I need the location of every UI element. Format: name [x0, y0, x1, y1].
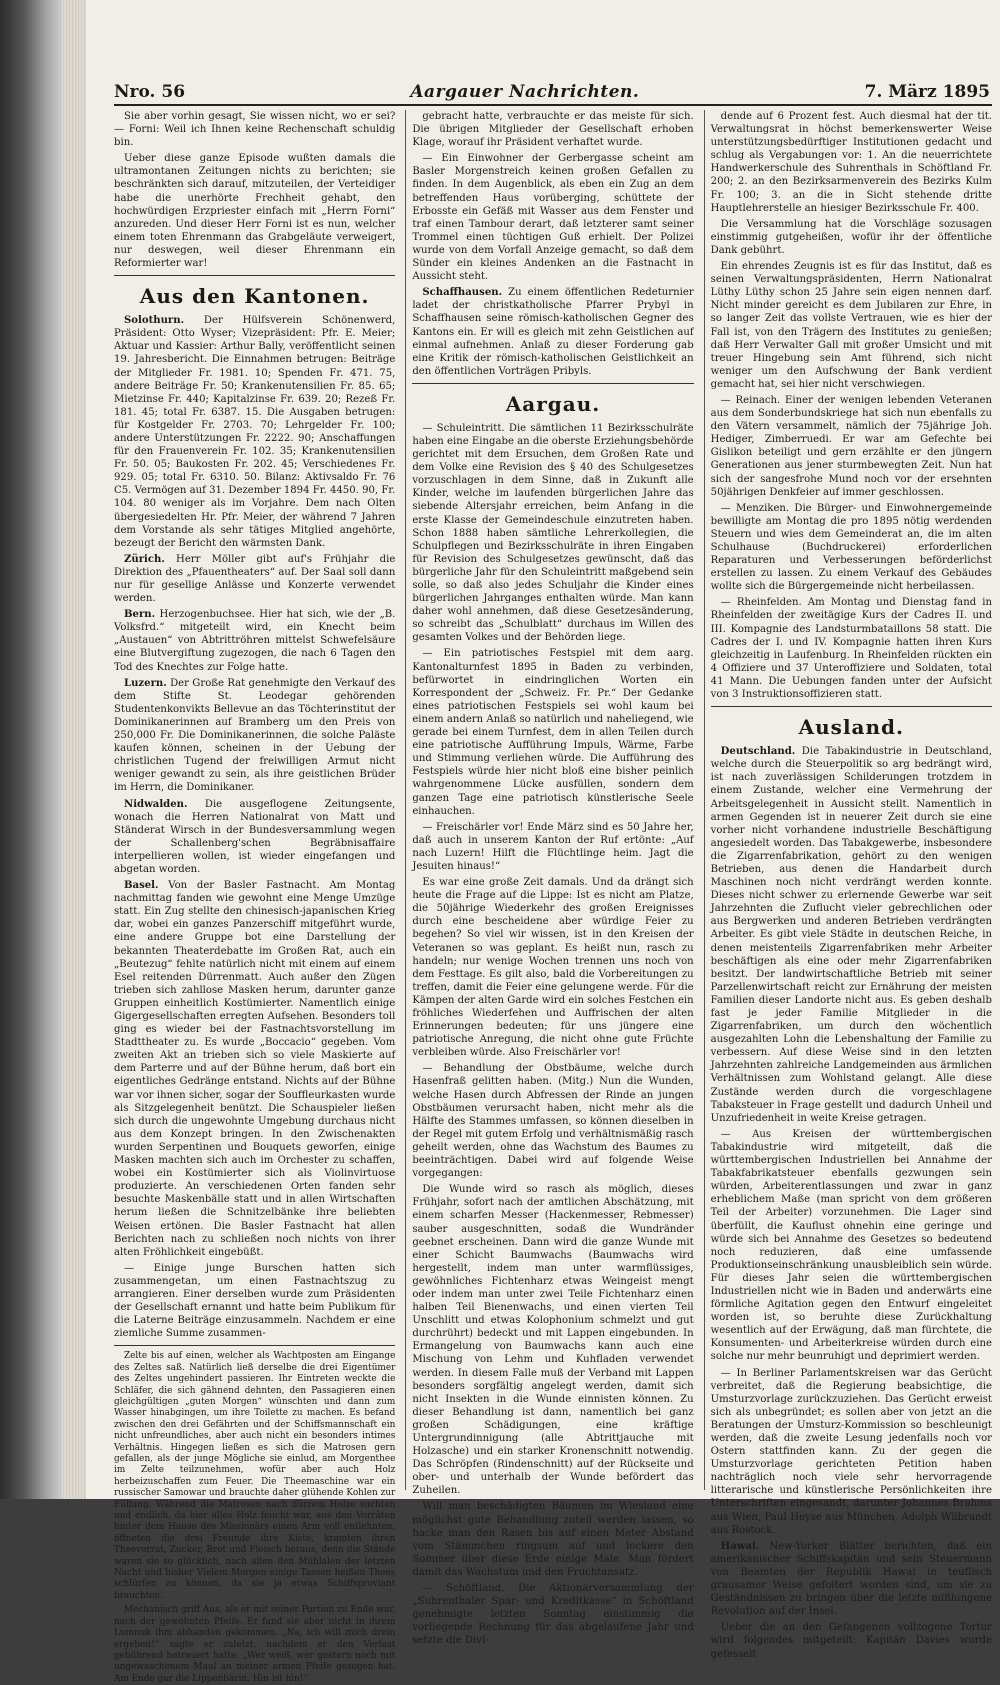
article [711, 745, 992, 1125]
article-text: Herr Möller gibt auf's Frühjahr die Direktion des „Pfauentheaters“ auf. Der Saal soll dann nur für gesellige Anlässe und Konzerte verwendet werden. [114, 553, 396, 605]
section-heading: Aus den Kantonen. [139, 284, 370, 309]
paragraph: Sie aber vorhin gesagt, Sie wissen nicht, wo er sei? — Forni: Weil ich Ihnen keine Rechenschaft schuldig bin. [114, 111, 396, 149]
column-3 [704, 110, 992, 1660]
paragraph: Will man beschädigten Bäumen im Wiesland eine möglichst gute Behandlung zuteil werden lassen, so hacke man den Rasen bis auf einen Meter Abstand vom Stämmchen ringsum auf und lockere den Sommer über diese Erde einige Male. Man fördert damit das Wachstum und den Fruchtansatz. [412, 1501, 694, 1578]
columns [114, 110, 992, 1684]
header-rule [114, 104, 992, 106]
paragraph: Die Versammlung hat die Vorschläge sozusagen einstimmig gutgeheißen, wofür ihr der öffentliche Dank gebührt. [710, 218, 992, 256]
article [114, 553, 395, 605]
dateline: Bern. [124, 609, 156, 621]
paragraph: Ein ehrendes Zeugnis ist es für das Institut, daß es seinen Verwaltungspräsidenten, Herrn Nationalrat Lüthy Lüthy schon 25 Jahre sein eigen nennen darf. Nicht minder gereicht es dem Jubilaren zur Ehre, in so langer Zeit das vollste Vertrauen, wie es hier der Fall ist, von den Trägern des Institutes zu genießen; daß Herr Verwalter Gall mit großer Umsicht und mit treuer Hingebung sein Amt führend, sich nicht weniger um den Aufschwung der Bank verdient gemacht hat, sei hier nicht verschwiegen. [710, 261, 992, 390]
divider [412, 383, 693, 384]
dateline: Schaffhausen. [422, 287, 503, 299]
page-stack-edge [62, 0, 86, 1499]
article-text: Der Große Rat genehmigte den Verkauf des dem Stifte St. Leodegar gehörenden Studentenkonvikts Bellevue an das Töchterinstitut der Dominikanerinnen auf Bramberg um den Preis von 250,000 Fr. Die Dominikanerinnen, die solche Paläste kaufen können, scheinen in der Uebung der christlichen Tugend der freiwilligen Armut nicht weniger gewandt zu sein, als ihre geistlichen Brüder im Herrn, die Dominikaner. [114, 677, 396, 794]
page-header [114, 76, 990, 102]
dateline: Luzern. [124, 677, 167, 689]
dateline: Solothurn. [124, 315, 185, 327]
paragraph: — Ein Einwohner der Gerbergasse scheint am Basler Morgenstreich keinen großen Gefallen zu finden. In dem Augenblick, als eben ein Zug an dem betreffenden Haus vorüberging, schüttete der Erbosste ein Gefäß mit Wasser aus dem Fenster und traf einen Tambour derart, daß letzterer samt seiner Trommel einen tüchtigen Guß erhielt. Der Polizei wurde von dem Vorfall Anzeige gemacht, so daß dem Sünder ein kleines Andenken an die Fastnacht in Aussicht steht. [412, 153, 694, 283]
article-text: Die Tabakindustrie in Deutschland, welche durch die Steuerpolitik so arg bedrängt wird, ist nach zuverlässigen Schilderungen trotzdem in einem Zustande, welcher eine Vermehrung der Arbeitsgelegenheit in Aussicht stellt. Namentlich in armen Gegenden ist in neuerer Zeit durch sie eine vorher nicht vorhandene industrielle Beschäftigung angesiedelt worden. Das Tabakgewerbe, insbesondere die Zigarrenfabrikation, gehört zu den wenigen Betrieben, aus denen die Handarbeit durch Maschinen noch nicht verdrängt werden konnte. Dieses nicht schwer zu erlernende Gewerbe war seit Jahrzehnten die Zuflucht vieler gebrechlichen oder aus Bergwerken und anderen Betrieben verdrängten Arbeiter. Es gibt viele Städte in deutschen Reiche, in denen meistenteils Zigarrenfabriken mehr Arbeiter beschäftigen als eine oder mehr Zigarrenfabriken besitzt. Der landwirtschaftliche Betrieb mit seiner Parzellenwirtschaft reicht zur Ernährung der meisten Familien dieser Landorte nicht aus. Es geben deshalb fast je jeder Familie Mitglieder in die Zigarrenfabriken, um durch den wöchentlich ausgezahlten Lohn die Lebenshaltung der Familie zu verbessern. Auf diese Weise sind in den letzten Jahrzehnten zahlreiche Landgemeinden aus ärmlichen Verhältnissen zum Wohlstand gelangt. Alle diese Zustände werden durch die vorgeschlagene Tabaksteuer in Frage gestellt und dadurch Unheil und Unzufriedenheit in weite Kreise getragen. [710, 746, 992, 1124]
article [114, 798, 395, 877]
section-heading: Ausland. [798, 715, 904, 740]
column-2 [405, 110, 694, 1647]
article [412, 286, 693, 378]
paragraph: Ueber die an den Gefangenen vollzogene Tortur wird folgendes mitgeteilt: Kapitän Davies wurde gefesselt [710, 1622, 992, 1660]
column-1 [114, 110, 396, 1684]
paragraph: — Menziken. Die Bürger- und Einwohnergemeinde bewilligte am Montag die pro 1895 nötig werdenden Steuern und wies dem Gemeinderat an, die im alten Schulhause (Buchdruckerei) erforderlichen Reparaturen und Verbesserungen beförderlichst erstellen zu lassen. Zu einem Verkauf des Gebäudes wollte sich die Bürgergemeinde nicht herbeilassen. [710, 502, 992, 593]
issue-date: 7. März 1895 [864, 82, 990, 102]
article [114, 608, 395, 673]
article [114, 677, 395, 795]
newspaper-title: Aargauer Nachrichten. [410, 82, 640, 102]
article [114, 314, 395, 550]
dateline: Hawai. [720, 1540, 760, 1552]
divider [114, 275, 395, 276]
feuilleton-paragraph: Zelte bis auf einen, welcher als Wachtposten am Eingange des Zeltes saß. Natürlich ließ derselbe die drei Eigentümer des Zeltes ungehindert passieren. Ihr Eintreten weckte die Schläfer, die sich gähnend dehnten, den Passagieren einen gleichgültigen „guten Morgen“ wünschten und dann zum Wasser hinabgingen, um ihre Toilette zu machen. Es befand zwischen den drei Gefährten und der Schiffsmannschaft ein nicht unfreundliches, aber auch nicht ein besonders intimes Verhältnis. Hingegen ließen es sich die Matrosen gern gefallen, als der junge Mögliche sie einlud, am Morgenthee im Zelte teilzunehmen, wofür aber auch Holz herbeizuschaffen zum Feuer. Die Theemaschine war ein russischer Samowar und brauchte daher glühende Kohlen zur Füllung. Während die Matrosen nach dürrem Holze suchten und endlich, da hier alles Holz feucht war, aus den Vorräten hinter dem Hause des Missionärs einen Arm voll entlehnten, öffneten die drei Freunde ihre Kiste, kramten ihren Theevorrat, Zucker, Brot und Fleisch heraus, denn die Stände waren sie so glücklich, nach allen den Mühlalen der letzten Nacht und bisher Vielem Morgen einige Tassen heißen Thees schlürfen zu können, da sie ja etwas Schiffsproviant brauchten. [114, 1351, 396, 1601]
paragraph: — In Berliner Parlamentskreisen war das Gerücht verbreitet, daß die Regierung beabsichtige, die Umsturzvorlage zurückzuziehen. Das Gerücht erweist sich als unbegründet; es sollen aber von jetzt an die Beratungen der Umsturz-Kommission so beschleunigt werden, daß die zweite Lesung jedenfalls noch vor Ostern stattfinden kann. Zu der gegen die Umsturzvorlage gerichteten Petition haben nachträglich noch viele sehr hervorragende litterarische und künstlerische Persönlichkeiten ihre Unterschriften eingesandt, darunter Johannes Brahms aus Wien, Paul Heyse aus München, Adolph Wilbrandt aus Rostock. [710, 1367, 992, 1536]
paragraph: Ueber diese ganze Episode wußten damals die ultramontanen Zeitungen nichts zu berichten; sie beschränkten sich darauf, mitzuteilen, der Verteidiger habe die unerhörte Frechheit gehabt, den hochwürdigen Erzpriester einfach mit „Herrn Forni“ anzureden. Und dieser Herr Forni ist es nun, welcher einem toten Ehrenmann das Grabgeläute verweigert, nur deswegen, weil dieser Ehrenmann ein Reformierter war! [114, 153, 396, 270]
book-binding [0, 0, 62, 1499]
article-text: Der Hülfsverein Schönenwerd, Präsident: Otto Wyser; Vizepräsident: Pfr. E. Meier; Aktuar und Kassier: Arthur Bally, veröffentlicht seinen 19. Jahresbericht. Die Einnahmen betrugen: Beiträge der Mitglieder Fr. 1981. 10; Spenden Fr. 471. 75, andere Beiträge Fr. 50; Krankenutensilien Fr. 85. 65; Mietzinse Fr. 440; Kapitalzinse Fr. 639. 20; Rezeß Fr. 181. 45; total Fr. 6387. 15. Die Ausgaben betrugen: für Kostgelder Fr. 2703. 70; Lehrgelder Fr. 100; andere Unterstützungen Fr. 2222. 90; Anschaffungen für den Frauenverein Fr. 102. 35; Krankenutensilien Fr. 50. 05; Baukosten Fr. 202. 45; Verschiedenes Fr. 929. 05; total Fr. 6310. 50. Bilanz: Aktivsaldo Fr. 76 C5. Vermögen auf 31. Dezember 1894 Fr. 4450. 90, Fr. 104. 80 weniger als im Vorjahre. Dem nach Olten übergesiedelten Hr. Pfr. Meier, der während 7 Jahren dem Vorstande als sehr tätiges Mitglied angehörte, bezeugt der Bericht den wärmsten Dank. [114, 315, 396, 549]
feuilleton-paragraph: Mechanisch griff Aus, als er mit seiner Portion zu Ende war, nach der gewohnten Pfeife. Er fand sie aber nicht in ihrem Lumnuk ihm abhanden gekommen. „Na, ich will mich drein ergeben!“ sagte er zuletzt, nachdem er den Verlust gebührend betrauert hatte. „Wer weiß, wer gestern noch mit ungewaschenem Maul an meiner armen Pfeife gesogen hat. Am Ende gar die Lippenbärin. Hin ist hin!“ [114, 1605, 396, 1684]
feuilleton-divider [114, 1345, 395, 1346]
paragraph: — Ein patriotisches Festspiel mit dem aarg. Kantonalturnfest 1895 in Baden zu verbinden, befürwortet in eindringlichen Worten ein Korrespondent der „Schweiz. Fr. Pr.“ Der Gedanke eines patriotischen Festspiels sei wohl kaum bei einem andern Anlaß so natürlich und naheliegend, wie gerade bei einem Turnfest, dem in allen Teilen durch eine patriotische Aufführung Impuls, Wärme, Farbe und Stimmung verliehen würde. Die Aufführung des Festspiels würde hier nicht bloß eine bisher peinlich wahrgenommene Lücke ausfüllen, sondern dem ganzen Tage eine patriotisch künstlerische Seele einhauchen. [412, 648, 694, 817]
dateline: Nidwalden. [124, 798, 188, 810]
newspaper-page [86, 0, 1000, 1684]
dateline: Zürich. [124, 553, 165, 565]
paragraph: gebracht hatte, verbrauchte er das meiste für sich. Die übrigen Mitglieder der Gesellschaft erhoben Klage, worauf ihr Präsident verhaftet wurde. [412, 111, 694, 149]
section-heading: Aargau. [505, 391, 601, 416]
divider [711, 706, 992, 707]
paragraph: — Behandlung der Obstbäume, welche durch Hasenfraß gelitten haben. (Mitg.) Nun die Wunden, welche Hasen durch Abfressen der Rinde an jungen Obstbäumen verursacht haben, nicht mehr als die Hälfte des Stammes umfassen, so können dieselben in der Regel mit gutem Erfolg und verhältnismäßig rasch geheilt werden, ohne das Wachstum des Baumes zu beeinträchtigen. Dabei wird auf folgende Weise vorgegangen: [412, 1063, 694, 1180]
paragraph: Es war eine große Zeit damals. Und da drängt sich heute die Frage auf die Lippe: Ist es nicht am Platze, die 50jährige Wiederkehr des großen Ereignisses durch eine bescheidene aber würdige Feier zu begehen? So viel wir wissen, ist in den Kreisen der Veteranen so was geplant. Es heißt nun, rasch zu handeln; nur wenige Wochen trennen uns noch von dem Festtage. Es gilt also, bald die Vorbereitungen zu treffen, damit die Feier eine gelungene werde. Für die Kämpen der alten Garde wird ein solches Festchen ein fröhliches Wiederfehen und Auffrischen der alten Erinnerungen bedeuten; für uns jüngere eine patriotische Anregung, die nicht ohne gute Früchte verbleiben würde. Also Freischärler vor! [412, 877, 694, 1059]
article-text: Zu einem öffentlichen Redeturnier ladet der christkatholische Pfarrer Prybyl in Schaffhausen seine römisch-katholischen Gegner des Kantons ein. Er will es gleich mit zehn Geistlichen auf einmal aufnehmen. Anlaß zu dieser Forderung gab eine Kritik der römisch-katholischen Geistlichkeit an den öffentlichen Vorträgen Pribyls. [412, 287, 694, 377]
issue-number: Nro. 56 [114, 82, 186, 102]
paragraph: — Rheinfelden. Am Montag und Dienstag fand in Rheinfelden der zweitägige Kurs der Cadres II. und III. Kompagnie des Landsturmbataillons 58 statt. Die Cadres der I. und IV. Kompagnie hatten ihren Kurs gleichzeitig in Laufenburg. In Rheinfelden rückten ein 4 Offiziere und 37 Unteroffiziere und Soldaten, total 41 Mann. Die Uebungen fanden unter der Aufsicht von 3 Instruktionsoffizieren statt. [710, 597, 992, 701]
paragraph: dende auf 6 Prozent fest. Auch diesmal hat der tit. Verwaltungsrat in höchst bemerkenswerter Weise unterstützungsbedürftiger Institutionen gedacht und schlug als Vergabungen vor: 1. An die neuerrichtete Handwerkerschule des Suhrenthals in Schöftland Fr. 200; 2. an den Bezirksarmenverein des Bezirks Kulm Fr. 100; 3. an die in Sicht stehende dritte Hauptlehrerstelle an hiesiger Bezirksschule Fr. 400. [710, 111, 992, 214]
article [711, 1540, 992, 1619]
article-text: Von der Basler Fastnacht. Am Montag nachmittag fanden wie gewohnt eine Menge Umzüge statt. Ein Zug stellte den chinesisch-japanischen Krieg dar, wobei ein ganzes Panzerschiff mitgeführt wurde, eine andere Gruppe bot eine Darstellung der bekannten Theaterdebatte im Großen Rat, auch ein „Beutezug“ fehlte natürlich nicht mit einem auf einem Esel reitenden Dürrenmatt. Auch außer den Zügen trieben sich zahllose Masken herum, darunter ganze Gruppen einheitlich Kostümierter. Namentlich einige Gigergesellschaften erregten Aufsehen. Besonders toll ging es wieder bei der Fastnachtsvorstellung im Stadttheater zu. Es wurde „Boccacio“ gegeben. Vom zweiten Akt an trieben sich so viele Maskierte auf dem Parterre und auf der Bühne herum, daß bort ein eigentliches Gedränge entstand. Nichts auf der Bühne war vor ihnen sicher, sogar der Souffleurkasten wurde als Sitzgelegenheit benützt. Die Schauspieler ließen sich durch die ungewohnte Umgebung durchaus nicht aus dem Konzept bringen. In den Zwischenakten wurden Serpentinen und Bouquets geworfen, einige Masken machten sich auch im Orchester zu schaffen, wobei ein Kostümierter sich als Violinvirtuose produzierte. An verschiedenen Orten fanden sehr besuchte Maskenbälle statt und in allen Wirtschaften herum ließen die Schnitzelbänke ihre beliebten Weisen ertönen. Die Basler Fastnacht hat allen Berichten nach zu schließen noch nichts von ihrer alten Fröhlichkeit eingebüßt. [114, 880, 396, 1258]
paragraph: — Reinach. Einer der wenigen lebenden Veteranen aus dem Sonderbundskriege hat sich nun ebenfalls zu den Vätern versammelt, nämlich der 75jährige Joh. Hediger, Zimberruedi. Er war am Gefechte bei Gislikon beteiligt und gern erzählte er den jüngern Generationen aus jener sturmbewegten Zeit. Nun hat sich der sangesfrohe Mund noch vor der ersehnten 50jährigen Denkfeier auf immer geschlossen. [710, 394, 992, 498]
paragraph: — Einige junge Burschen hatten sich zusammengetan, um einen Fastnachtszug zu arrangieren. Einer derselben wurde zum Präsidenten der Gesellschaft ernannt und hatte beim Publikum für die Laterne Beiträge einzusammeln. Nachdem er eine ziemliche Summe zusammen- [114, 1262, 396, 1340]
article-text: Die ausgeflogene Zeitungsente, wonach die Herren Nationalrat von Matt und Ständerat Wirsch in der Bundesversammlung wegen der Schallenberg'schen Begräbnisaffaire interpellieren wollen, ist wieder eingefangen und abgetan worden. [114, 798, 396, 875]
paragraph: — Aus Kreisen der württembergischen Tabakindustrie wird mitgeteilt, daß die württembergischen Industriellen bei Annahme der Tabakfabrikatsteuer ebenfalls gezwungen sein würden, Arbeiterentlassungen und zwar in ganz erheblichem Maße (man spricht von dem größeren Teil der Arbeiter) vorzunehmen. Die Lager sind überfüllt, die Kauflust ohnehin eine geringe und würde sich bei Annahme des Gesetzes so bedeutend noch reduzieren, daß eine umfassende Produktionseinschränkung unausbleiblich sein würde. Für dieses Jahr seien die württembergischen Industriellen nicht wie in Baden und anderwärts eine förmliche Agitation gegen den Entwurf eingeleitet worden ist, so beruhte diese Zurückhaltung wesentlich auf der Erwägung, daß man fürchtete, die Konsumenten- und Arbeiterkreise würden durch eine solche nur mehr beunruhigt und deprimiert werden. [710, 1128, 992, 1363]
paragraph: Die Wunde wird so rasch als möglich, dieses Frühjahr, sofort nach der amtlichen Abschätzung, mit einem scharfen Messer (Hackenmesser, Rebmesser) sauber ausgeschnitten, sodaß die Wundränder geebnet erscheinen. Dann wird die ganze Wunde mit einer Schicht Baumwachs (Baumwachs wird hergestellt, indem man unter warmflüssiges, gewöhnliches Fichtenharz etwas Weingeist mengt oder indem man unter zwei Teile Fichtenharz einen halben Teil Bienenwachs, und einen vierten Teil Unschlitt und etwas Kolophonium schmelzt und gut durchrührt) bedeckt und mit Lappen eingebunden. In Ermangelung von Baumwachs kann auch eine Mischung von Lehm und Kuhfladen verwendet werden. In diesem Falle muß der Verband mit Lappen besonders sorgfältig angelegt werden, damit sich nicht Insekten in die Wunde einnisten können. Zu dieser Behandlung ist dann, namentlich bei ganz großen Schädigungen, eine kräftige Untergrundinnigung (alle Abtrittjauche mit Holzasche) und ein starker Kronenschnitt notwendig. Das Schröpfen (Rindenschnitt) auf der Rückseite und ober- und unterhalb der Wunde befördert das Zuheilen. [412, 1184, 694, 1497]
dateline: Deutschland. [720, 746, 796, 758]
dateline: Basel. [124, 880, 159, 892]
article-text: New-Yorker Blätter berichten, daß ein amerikanischer Schiffskapitän und sein Steuermann von Beamten der Republik Hawai in teuflisch grausamer Weise gefoltert worden sind, um sie zu Geständnissen zu bringen über die letzte mißlungene Revolution auf der Insel. [710, 1540, 992, 1618]
article-text: Herzogenbuchsee. Hier hat sich, wie der „B. Volksfrd.“ mitgeteilt wird, ein Knecht beim „Austauen“ von Abtrittröhren mittelst Schwefelsäure eine Blutvergiftung zugezogen, die nach 6 Tagen den Tod des Knechtes zur Folge hatte. [114, 609, 396, 673]
article [114, 879, 395, 1259]
paragraph: — Schuleintritt. Die sämtlichen 11 Bezirksschulräte haben eine Eingabe an die oberste Erziehungsbehörde gerichtet mit dem Ersuchen, dem Großen Rate und dem Volke eine Revision des § 40 des Schulgesetzes vorzuschlagen in dem Sinne, daß in Zukunft alle Kinder, welche im laufenden bürgerlichen Jahre das siebende Altersjahr erreichen, beim Anfang in die erste Klasse der Gemeindeschule einzutreten haben. Schon 1888 haben sämtliche Lehrerkollegien, die Schulpflegen und Bezirksschulräte in ihren Eingaben für Revision des Schulgesetzes gewünscht, daß das bürgerliche Jahr für den Schuleintritt maßgebend sein solle, so daß also jedes Schuljahr die Kinder eines bürgerlichen Jahrganges enthalten würde. Man kann daher wohl annehmen, daß diese Gesetzesänderung, so schreibt das „Schulblatt“ durchaus im Willen des gesamten Volkes und der Behörden liege. [412, 422, 694, 644]
paragraph: — Freischärler vor! Ende März sind es 50 Jahre her, daß auch in unserem Kanton der Ruf ertönte: „Auf nach Luzern! Hilft die Flüchtlinge heim. Jagt die Jesuiten hinaus!“ [412, 821, 694, 872]
paragraph: — Schöftland. Die Aktionärversammlung der „Suhrenthaler Spar- und Kreditkasse“ in Schöftland genehmigte letzten Sonntag einstimmig die vorliegende Rechnung für das abgelaufene Jahr und setzte die Divi- [412, 1583, 694, 1647]
